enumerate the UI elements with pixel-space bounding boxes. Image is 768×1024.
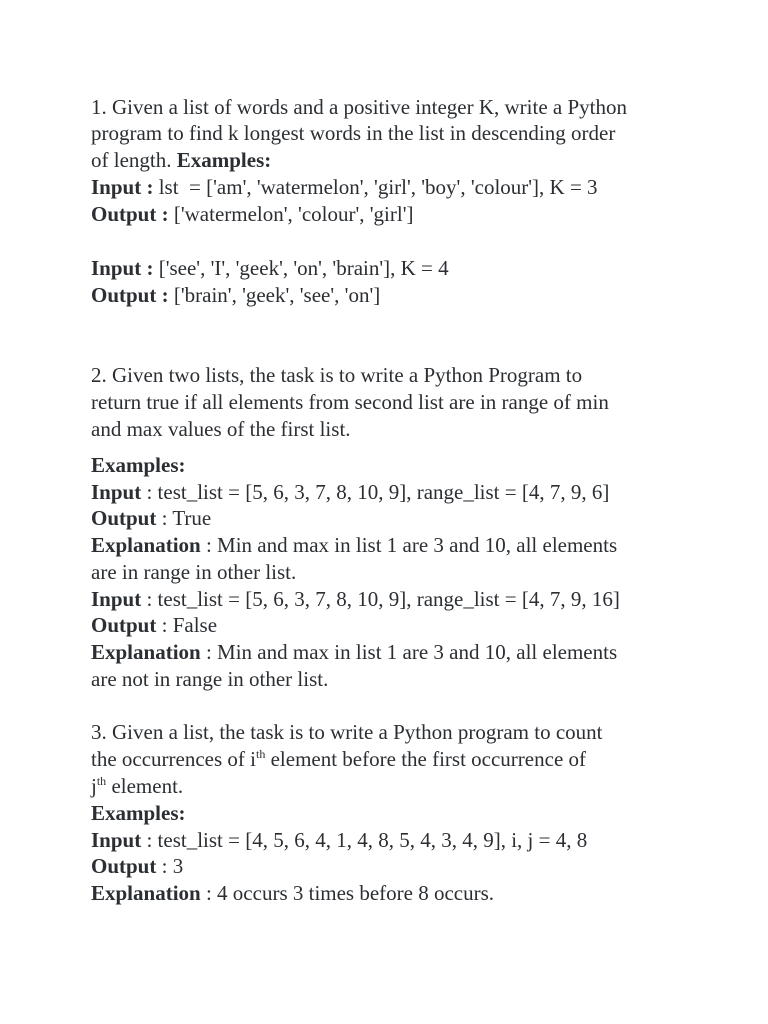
q3-examples-line — [91, 800, 186, 826]
q3-superscript-j: th — [96, 774, 107, 788]
q1-text-line-2 — [91, 120, 615, 146]
q1-text-3: of length. — [91, 148, 177, 172]
q2-explanation-label: Explanation — [91, 533, 201, 557]
q2-examples-line — [91, 452, 186, 478]
q1-ex2-output: ['brain', 'geek', 'see', 'on'] — [173, 283, 381, 307]
q3-text-line-3 — [91, 773, 183, 799]
q2-ex2-output: : False — [156, 613, 218, 637]
q2-ex2-explanation-line-1 — [91, 639, 617, 665]
q3-input-line — [91, 827, 587, 853]
q1-input-label: Input : — [91, 256, 159, 280]
q2-text-line-3 — [91, 416, 351, 442]
q3-text-1: 3. Given a list, the task is to write a Python program to count — [91, 720, 603, 744]
q2-text-line-1 — [91, 362, 582, 388]
q3-text-2b: element before the first occurrence of — [265, 747, 587, 771]
q2-ex2-explanation-line-2 — [91, 666, 328, 692]
q2-ex1-explanation-2: are in range in other list. — [91, 560, 297, 584]
q2-ex1-input-line — [91, 479, 609, 505]
q3-ex-explanation: : 4 occurs 3 times before 8 occurs. — [200, 881, 495, 905]
q1-ex1-output-line — [91, 201, 413, 227]
q2-ex1-explanation-1: : Min and max in list 1 are 3 and 10, all elements — [200, 533, 618, 557]
q2-explanation-label: Explanation — [91, 640, 201, 664]
q1-examples-label: Examples: — [176, 148, 272, 172]
q1-output-label: Output : — [91, 202, 174, 226]
q2-text-line-2 — [91, 389, 609, 415]
q3-explanation-label: Explanation — [91, 881, 201, 905]
q2-ex2-input: : test_list = [5, 6, 3, 7, 8, 10, 9], range_list = [4, 7, 9, 16] — [141, 587, 620, 611]
q2-input-label: Input — [91, 587, 142, 611]
q2-ex2-input-line — [91, 586, 620, 612]
q3-text-3b: element. — [106, 774, 184, 798]
q2-output-label: Output — [91, 613, 157, 637]
q2-ex1-explanation-line-2 — [91, 559, 296, 585]
q1-text-line-3 — [91, 147, 271, 173]
q2-ex2-explanation-2: are not in range in other list. — [91, 667, 329, 691]
q2-text-3: and max values of the first list. — [91, 417, 351, 441]
q3-ex-output: : 3 — [156, 854, 184, 878]
q2-text-2: return true if all elements from second list are in range of min — [91, 390, 609, 414]
q1-ex2-output-line — [91, 282, 380, 308]
q3-output-label: Output — [91, 854, 157, 878]
q1-output-label: Output : — [91, 283, 174, 307]
q2-ex1-explanation-line-1 — [91, 532, 617, 558]
q3-text-line-2 — [91, 746, 586, 772]
q1-ex1-output: ['watermelon', 'colour', 'girl'] — [173, 202, 414, 226]
q2-examples-label: Examples: — [91, 453, 186, 477]
q1-ex1-input: lst = ['am', 'watermelon', 'girl', 'boy', 'colour'], K = 3 — [158, 175, 598, 199]
q3-text-3a: j — [91, 774, 97, 798]
q1-text-2: program to find k longest words in the list in descending order — [91, 121, 616, 145]
q3-examples-label: Examples: — [91, 801, 186, 825]
q3-output-line — [91, 853, 183, 879]
q1-ex2-input-line — [91, 255, 449, 281]
q3-ex-input: : test_list = [4, 5, 6, 4, 1, 4, 8, 5, 4, 3, 4, 9], i, j = 4, 8 — [141, 828, 588, 852]
q2-text-1: 2. Given two lists, the task is to write a Python Program to — [91, 363, 583, 387]
q2-output-label: Output — [91, 506, 157, 530]
q1-ex2-input: ['see', 'I', 'geek', 'on', 'brain'], K = 4 — [158, 256, 449, 280]
q3-input-label: Input — [91, 828, 142, 852]
q2-ex1-output-line — [91, 505, 211, 531]
q3-text-2a: the occurrences of i — [91, 747, 256, 771]
q1-ex1-input-line — [91, 174, 598, 200]
q2-ex2-output-line — [91, 612, 217, 638]
q2-input-label: Input — [91, 480, 142, 504]
q1-text-1: 1. Given a list of words and a positive integer K, write a Python — [91, 95, 627, 119]
q1-input-label: Input : — [91, 175, 159, 199]
q2-ex1-output: : True — [156, 506, 212, 530]
q2-ex2-explanation-1: : Min and max in list 1 are 3 and 10, all elements — [200, 640, 618, 664]
q3-text-line-1 — [91, 719, 603, 745]
q3-explanation-line — [91, 880, 494, 906]
q2-ex1-input: : test_list = [5, 6, 3, 7, 8, 10, 9], range_list = [4, 7, 9, 6] — [141, 480, 610, 504]
q3-superscript-i: th — [256, 747, 266, 761]
q1-text-line-1 — [91, 94, 627, 120]
